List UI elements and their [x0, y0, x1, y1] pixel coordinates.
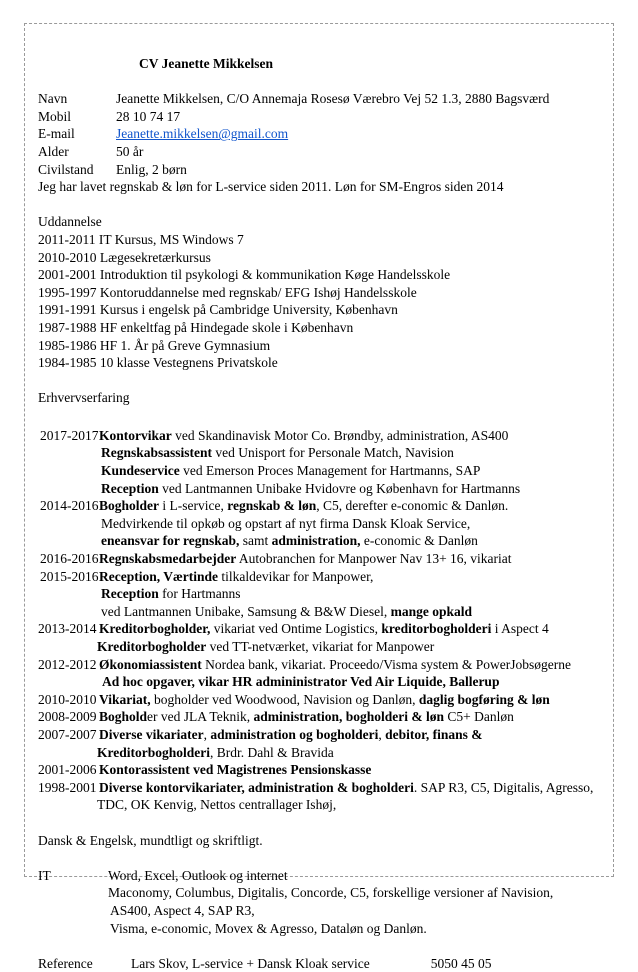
personal-row [38, 90, 608, 108]
personal-info [38, 90, 608, 178]
experience-year: 2010-2010 [38, 691, 97, 707]
education-item: 2001-2001 Introduktion til psykologi & kommunikation Køge Handelsskole [38, 267, 451, 283]
experience-continuation: ved Lantmannen Unibake, Samsung & B&W Diesel, mange opkald [101, 603, 472, 619]
languages-text: Dansk & Engelsk, mundtligt og skriftligt. [38, 832, 263, 848]
experience-entry [38, 620, 608, 638]
experience-continuation: Ad hoc opgaver, vikar HR admininistrator Ved Air Liquide, Ballerup [102, 674, 500, 690]
personal-value: 50 år [116, 143, 144, 159]
experience-text: Bogholder ved JLA Teknik, administration, bogholderi & løn C5+ Danløn [99, 709, 514, 725]
experience-year: 2001-2006 [38, 762, 97, 778]
experience-year: 2007-2007 [38, 726, 97, 742]
experience-text: Diverse vikariater, administration og bogholderi, debitor, finans & [99, 726, 483, 742]
it-line: AS400, Aspect 4, SAP R3, [110, 902, 255, 918]
reference-phone: 5050 45 05 [430, 955, 492, 971]
reference-label: Reference [38, 955, 93, 971]
personal-label: Navn [38, 91, 68, 107]
personal-label: E-mail [38, 126, 75, 142]
it-section [38, 867, 608, 937]
experience-entry [38, 726, 608, 744]
experience-entry [38, 761, 608, 779]
experience-text: Kontorassistent ved Magistrenes Pensionskasse [99, 762, 372, 778]
cv-document [38, 55, 608, 972]
experience-year: 2012-2012 [38, 656, 97, 672]
experience-year: 2016-2016 [40, 551, 99, 567]
experience-year: 2015-2016 [40, 568, 99, 584]
personal-label: Alder [38, 143, 69, 159]
experience-continuation: Reception for Hartmanns [101, 586, 241, 602]
education-section [38, 213, 608, 371]
experience-text: Økonomiassistent Nordea bank, vikariat. Proceedo/Visma system & PowerJobsøgerne [99, 656, 572, 672]
education-item: 2011-2011 IT Kursus, MS Windows 7 [38, 231, 244, 247]
experience-year: 2017-2017 [40, 427, 99, 443]
experience-continuation: Kreditorbogholder ved TT-netværket, vikariat for Manpower [97, 639, 435, 654]
email-link[interactable]: Jeanette.mikkelsen@gmail.com [116, 126, 289, 142]
experience-continuation: Kreditorbogholderi, Brdr. Dahl & Bravida [97, 744, 334, 760]
personal-label: Civilstand [38, 161, 94, 177]
education-item: 1985-1986 HF 1. År på Greve Gymnasium [38, 337, 271, 353]
education-item: 1991-1991 Kursus i engelsk på Cambridge University, København [38, 302, 398, 318]
experience-continuation: Regnskabsassistent ved Unisport for Personale Match, Navision [101, 445, 454, 461]
personal-value: Jeanette Mikkelsen, C/O Annemaja Rosesø Værebro Vej 52 1.3, 2880 Bagsværd [116, 91, 550, 107]
experience-continuation: eneansvar for regnskab, samt administration, e-conomic & Danløn [101, 533, 478, 549]
experience-continuation: Reception ved Lantmannen Unibake Hvidovre og København for Hartmanns [101, 480, 521, 496]
summary-text: Jeg har lavet regnskab & løn for L-service siden 2011. Løn for SM-Engros siden 2014 [38, 179, 504, 195]
experience-continuation: Medvirkende til opkøb og opstart af nyt firma Dansk Kloak Service, [101, 515, 471, 531]
personal-row [38, 108, 608, 126]
personal-value: 28 10 74 17 [116, 108, 181, 124]
it-label: IT [38, 867, 51, 883]
reference-text: Lars Skov, L-service + Dansk Kloak service [131, 955, 370, 971]
experience-entry [38, 568, 608, 586]
it-line: Visma, e-conomic, Movex & Agresso, Dataløn og Danløn. [110, 920, 427, 936]
personal-label: Mobil [38, 108, 72, 124]
it-line: Word, Excel, Outlook og internet [108, 867, 288, 883]
experience-entry [38, 708, 608, 726]
experience-entry [38, 691, 608, 709]
page-title: CV Jeanette Mikkelsen [139, 56, 273, 71]
experience-continuation: Kundeservice ved Emerson Proces Management for Hartmanns, SAP [101, 463, 481, 479]
experience-text: Reception, Værtinde tilkaldevikar for Manpower, [99, 568, 374, 584]
experience-entry [38, 779, 608, 797]
experience-year: 2008-2009 [38, 709, 97, 725]
experience-year: 1998-2001 [38, 779, 97, 795]
experience-section [38, 389, 608, 814]
experience-entry [38, 550, 608, 568]
personal-row [38, 125, 608, 143]
education-item: 2010-2010 Lægesekretærkursus [38, 249, 211, 265]
experience-continuation: TDC, OK Kenvig, Nettos centrallager Ishøj, [97, 797, 337, 813]
it-row [38, 867, 608, 885]
education-item: 1995-1997 Kontoruddannelse med regnskab/ EFG Ishøj Handelsskole [38, 284, 417, 300]
personal-row [38, 143, 608, 161]
experience-heading: Erhvervserfaring [38, 390, 130, 406]
personal-value: Enlig, 2 børn [116, 161, 187, 177]
experience-entry [38, 656, 608, 674]
experience-text: Diverse kontorvikariater, administration & bogholderi. SAP R3, C5, Digitalis, Agresso, [99, 779, 594, 795]
personal-row [38, 161, 608, 179]
experience-text: Regnskabsmedarbejder Autobranchen for Manpower Nav 13+ 16, vikariat [99, 551, 512, 567]
experience-year: 2013-2014 [38, 621, 97, 637]
experience-text: Kreditorbogholder, vikariat ved Ontime Logistics, kreditorbogholderi i Aspect 4 [99, 621, 549, 637]
experience-year: 2014-2016 [40, 498, 99, 514]
experience-text: Vikariat, bogholder ved Woodwood, Navision og Danløn, daglig bogføring & løn [99, 691, 550, 707]
experience-entry [38, 427, 608, 445]
education-item: 1984-1985 10 klasse Vestegnens Privatskole [38, 355, 278, 371]
education-item: 1987-1988 HF enkeltfag på Hindegade skole i København [38, 319, 354, 335]
experience-text: Kontorvikar ved Skandinavisk Motor Co. Brøndby, administration, AS400 [99, 427, 509, 443]
it-line: Maconomy, Columbus, Digitalis, Concorde, C5, forskellige versioner af Navision, [108, 885, 554, 901]
experience-text: Bogholder i L-service, regnskab & løn, C5, derefter e-conomic & Danløn. [99, 498, 509, 514]
experience-entry [38, 497, 608, 515]
reference-section [38, 955, 608, 972]
education-heading: Uddannelse [38, 214, 102, 230]
